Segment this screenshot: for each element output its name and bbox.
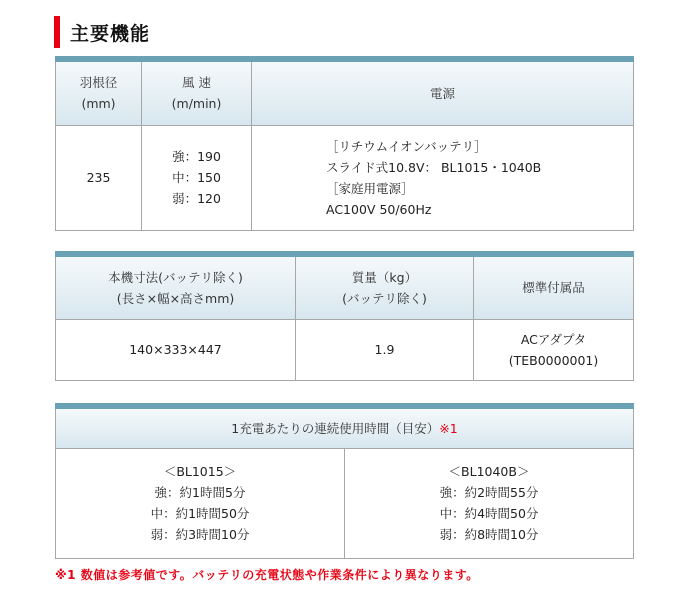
page-title: 主要機能 (70, 22, 151, 45)
header-mass: 質量（kg） (バッテリ除く) (296, 254, 474, 319)
table-header-row (56, 406, 634, 448)
cell-dimensions: 140×333×447 (56, 319, 296, 380)
table-row (56, 448, 634, 558)
spec-table-dimensions (55, 251, 634, 381)
cell-blade-diameter: 235 (56, 125, 142, 230)
footnote: ※1 数値は参考値です。バッテリの充電状態や作業条件により異なります。 (55, 568, 479, 582)
spec-table-main (55, 56, 634, 231)
battery-model: ＜BL1015＞ (163, 464, 237, 479)
cell-power-source: ［リチウムイオンバッテリ］ スライド式10.8V： BL1015・1040B ［家庭用電源］ AC100V 50/60Hz (252, 125, 634, 230)
header-power-source: 電源 (252, 59, 634, 125)
header-wind-speed: 風 速 (m/min) (142, 59, 252, 125)
table-header-row (56, 254, 634, 319)
note-mark: ※1 (439, 420, 458, 436)
table-header-row (56, 59, 634, 125)
table-row (56, 125, 634, 230)
table-row (56, 319, 634, 380)
cell-wind-speed: 強：190 中：150 弱：120 (142, 125, 252, 230)
cell-runtime-bl1040b: ＜BL1040B＞ 強：約2時間55分 中：約4時間50分 弱：約8時間10分 (345, 448, 634, 558)
header-runtime: 1充電あたりの連続使用時間（目安）※1 (56, 406, 634, 448)
header-accessory: 標準付属品 (474, 254, 634, 319)
runtime-table (55, 403, 634, 559)
header-blade-diameter: 羽根径 (mm) (56, 59, 142, 125)
heading-accent-bar (54, 16, 60, 48)
header-dimensions: 本機寸法(バッテリ除く) (長さ×幅×高さmm) (56, 254, 296, 319)
section-heading (54, 15, 150, 49)
cell-mass: 1.9 (296, 319, 474, 380)
cell-accessory: ACアダプタ (TEB0000001) (474, 319, 634, 380)
battery-model: ＜BL1040B＞ (448, 464, 530, 479)
cell-runtime-bl1015: ＜BL1015＞ 強：約1時間5分 中：約1時間50分 弱：約3時間10分 (56, 448, 345, 558)
